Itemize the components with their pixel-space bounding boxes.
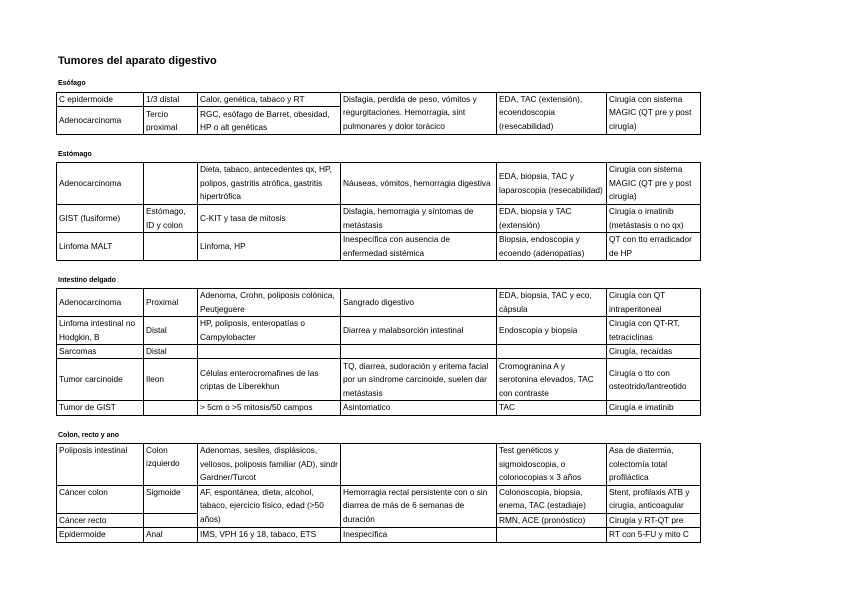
cell-tumor: Tumor carcinoide [57, 359, 144, 401]
cell-risk-factors: AF, espontánea, dieta, alcohol, tabaco, ejercicio físico, edad (>50 años) [198, 486, 341, 528]
table-row [57, 317, 701, 345]
cell-diagnosis: Colonoscopia, biopsia, enema, TAC (estadiaje) [497, 486, 607, 514]
document-title: Tumores del aparato digestivo [58, 55, 217, 67]
cell-tumor: Epidermoide [57, 528, 144, 542]
table-row [57, 486, 701, 514]
cell-location [144, 163, 198, 205]
cell-symptoms: Disfagia, perdida de peso, vómitos y regurgitaciones. Hemorragia, sint pulmonares y dolor torácico [341, 93, 497, 135]
cell-treatment: RT con 5-FU y mito C [607, 528, 701, 542]
cell-tumor: Cáncer recto [57, 514, 144, 528]
cell-treatment: Stent, profilaxis ATB y cirugía, anticoagular [607, 486, 701, 514]
cell-tumor: Linfoma MALT [57, 233, 144, 261]
cell-diagnosis: Cromogranina A y serotonina elevados, TAC con contraste [497, 359, 607, 401]
cell-symptoms: Disfagia, hemorragia y síntomas de metástasis [341, 205, 497, 233]
cell-risk-factors: Linfoma, HP [198, 233, 341, 261]
cell-tumor: Adenocarcinoma [57, 107, 144, 135]
cell-risk-factors: HP, poliposis, enteropatías o Campylobacter [198, 317, 341, 345]
cell-location: Distal [144, 317, 198, 345]
cell-symptoms: Náuseas, vómitos, hemorragia digestiva [341, 163, 497, 205]
table-esofago [56, 92, 701, 135]
table-row [57, 233, 701, 261]
table-estomago [56, 162, 701, 261]
cell-tumor: Poliposis intestinal [57, 444, 144, 486]
cell-diagnosis: EDA, biopsia y TAC (extensión) [497, 205, 607, 233]
cell-treatment: Cirugía y RT-QT pre [607, 514, 701, 528]
table-colon-recto-ano [56, 443, 701, 543]
cell-treatment: Cirugía o tto con osteotrido/lantreotido [607, 359, 701, 401]
cell-symptoms: Asintomatico [341, 401, 497, 415]
table-row [57, 401, 701, 415]
cell-symptoms: Sangrado digestivo [341, 289, 497, 317]
table-intestino-delgado [56, 288, 701, 416]
cell-diagnosis: EDA, TAC (extensión), ecoendoscopia (resecabilidad) [497, 93, 607, 135]
cell-risk-factors: > 5cm o >5 mitosis/50 campos [198, 401, 341, 415]
cell-tumor: Adenocarcinoma [57, 163, 144, 205]
cell-location: Ileon [144, 359, 198, 401]
cell-location [144, 233, 198, 261]
cell-symptoms: Inespecífica [341, 528, 497, 542]
cell-tumor: Linfoma intestinal no Hodgkin, B [57, 317, 144, 345]
cell-symptoms: Diarrea y malabsorción intestinal [341, 317, 497, 345]
section-label-intestino-delgado: Intestino delgado [58, 277, 116, 284]
cell-treatment: Cirugía con sistema MAGIC (QT pre y post cirugía) [607, 93, 701, 135]
cell-tumor: GIST (fusiforme) [57, 205, 144, 233]
cell-treatment: Cirugía e imatinib [607, 401, 701, 415]
cell-symptoms [341, 345, 497, 359]
cell-location: Tercio proximal [144, 107, 198, 135]
cell-diagnosis: Test genéticos y sigmoidoscopia, o colonocopias x 3 años [497, 444, 607, 486]
cell-treatment: Cirugía con QT intraperitoneal [607, 289, 701, 317]
cell-diagnosis: Endoscopia y biopsia [497, 317, 607, 345]
section-label-colon-recto-ano: Colon, recto y ano [58, 432, 120, 439]
cell-diagnosis: Biopsia, endoscopia y ecoendo (adenopatías) [497, 233, 607, 261]
cell-tumor: Cáncer colon [57, 486, 144, 514]
cell-treatment: QT con tto erradicador de HP [607, 233, 701, 261]
table-row [57, 163, 701, 205]
table-row [57, 205, 701, 233]
cell-symptoms [341, 444, 497, 486]
cell-treatment: Cirugía con QT-RT, tetraciclinas [607, 317, 701, 345]
cell-risk-factors: IMS, VPH 16 y 18, tabaco, ETS [198, 528, 341, 542]
section-label-estomago: Estómago [58, 151, 92, 158]
cell-location [144, 401, 198, 415]
cell-location: Distal [144, 345, 198, 359]
cell-risk-factors: Adenoma, Crohn, poliposis colónica, Peutjeguere [198, 289, 341, 317]
table-row [57, 528, 701, 542]
cell-location: Colon izquierdo [144, 444, 198, 486]
cell-tumor: Sarcomas [57, 345, 144, 359]
cell-diagnosis: EDA, biopsia, TAC y eco, cápsula [497, 289, 607, 317]
cell-tumor: C epidermoide [57, 93, 144, 107]
cell-risk-factors: Células enterocromafines de las criptas de Liberekhun [198, 359, 341, 401]
cell-risk-factors: Dieta, tabaco, antecedentes qx, HP, polipos, gastritis atrófica, gastritis hipertrófica [198, 163, 341, 205]
cell-risk-factors: RGC, esófago de Barret, obesidad, HP o alt genéticas [198, 107, 341, 135]
cell-treatment: Cirugía o imatinib (metástasis o no qx) [607, 205, 701, 233]
table-row [57, 345, 701, 359]
cell-treatment: Cirugía con sistema MAGIC (QT pre y post cirugía) [607, 163, 701, 205]
table-row [57, 93, 701, 107]
table-row [57, 289, 701, 317]
section-label-esofago: Esófago [58, 80, 86, 87]
cell-location: 1/3 distal [144, 93, 198, 107]
cell-risk-factors: Calor, genética, tabaco y RT [198, 93, 341, 107]
cell-diagnosis [497, 528, 607, 542]
cell-location [144, 514, 198, 528]
cell-risk-factors [198, 345, 341, 359]
cell-treatment: Cirugía, recaídas [607, 345, 701, 359]
cell-diagnosis: RMN, ACE (pronóstico) [497, 514, 607, 528]
cell-diagnosis: EDA, biopsia, TAC y laparoscopia (resecabilidad) [497, 163, 607, 205]
cell-symptoms: TQ, diarrea, sudoración y eritema facial por un síndrome carcinoide, suelen dar metástasis [341, 359, 497, 401]
cell-tumor: Adenocarcinoma [57, 289, 144, 317]
cell-symptoms: Hemorragia rectal persistente con o sin diarrea de más de 6 semanas de duración [341, 486, 497, 528]
cell-diagnosis: TAC [497, 401, 607, 415]
table-row [57, 359, 701, 401]
cell-diagnosis [497, 345, 607, 359]
cell-treatment: Asa de diatermia, colectomía total profiláctica [607, 444, 701, 486]
cell-risk-factors: Adenomas, sesiles, displásicos, vellosos, poliposis familiar (AD), sindr Gardner/Turcot [198, 444, 341, 486]
cell-risk-factors: C-KIT y tasa de mitosis [198, 205, 341, 233]
cell-location: Anal [144, 528, 198, 542]
cell-location: Proximal [144, 289, 198, 317]
table-row [57, 444, 701, 486]
cell-location: Sigmoide [144, 486, 198, 514]
cell-tumor: Tumor de GIST [57, 401, 144, 415]
cell-location: Estómago, ID y colon [144, 205, 198, 233]
cell-symptoms: Inespecífica con ausencia de enfermedad sistémica [341, 233, 497, 261]
